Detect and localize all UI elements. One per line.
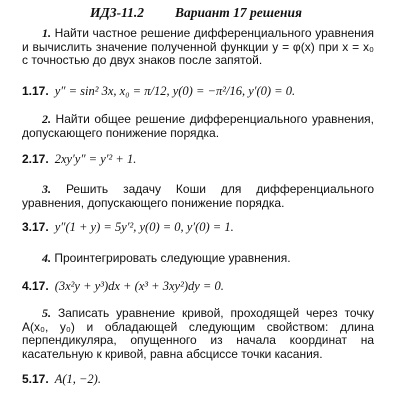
problem-3-17-label: 3.17. xyxy=(22,220,49,234)
task-3-number: 3. xyxy=(42,182,51,196)
task-4-text xyxy=(22,252,374,266)
problem-3-17-expression: y″(1 + y) = 5y′², y(0) = 0, y′(0) = 1. xyxy=(54,220,234,234)
problem-3-17 xyxy=(22,220,382,235)
task-1-description: Найти частное решение дифференциального уравнения и вычислить значение полученной функции y = φ(x) при x = x₀ с точностью до двух знаков после запятой. xyxy=(22,26,374,67)
task-5-number: 5. xyxy=(42,306,51,320)
problem-1-17 xyxy=(22,84,382,99)
problem-2-17-expression: 2xy′y″ = y′² + 1. xyxy=(54,152,137,166)
task-2-text xyxy=(22,113,374,140)
task-5-description: Записать уравнение кривой, проходящей через точку A(x₀, y₀) и обладающей следующим свойством: длина перпендикуляра, опущенного из начала координат на касательную к кривой, равна абсциссе точки касания. xyxy=(22,306,374,361)
task-5-text xyxy=(22,307,374,361)
assignment-title: ИДЗ-11.2 xyxy=(90,5,144,20)
task-2-number: 2. xyxy=(42,112,51,126)
problem-4-17-label: 4.17. xyxy=(22,279,49,293)
problem-4-17 xyxy=(22,279,382,294)
task-3-description: Решить задачу Коши для дифференциального уравнения, допускающего понижение порядка. xyxy=(22,182,374,210)
problem-5-17-label: 5.17. xyxy=(22,372,49,386)
problem-2-17-label: 2.17. xyxy=(22,152,49,166)
task-2-description: Найти общее решение дифференциального уравнения, допускающего понижение порядка. xyxy=(22,112,374,140)
task-1-text xyxy=(22,27,374,68)
variant-title: Вариант 17 решения xyxy=(175,5,302,20)
problem-1-17-label: 1.17. xyxy=(22,84,49,98)
task-3-text xyxy=(22,183,374,210)
task-4-number: 4. xyxy=(42,251,51,265)
problem-2-17 xyxy=(22,152,382,167)
problem-4-17-expression: (3x²y + y³)dx + (x³ + 3xy²)dy = 0. xyxy=(54,279,224,293)
problem-5-17-expression: A(1, −2). xyxy=(54,372,101,386)
problem-5-17 xyxy=(22,372,382,387)
task-1-number: 1. xyxy=(42,26,51,40)
task-4-description: Проинтегрировать следующие уравнения. xyxy=(54,251,291,265)
problem-1-17-expression: y″ = sin² 3x, x₀ = π/12, y(0) = −π²/16, y′(0) = 0. xyxy=(54,84,296,98)
